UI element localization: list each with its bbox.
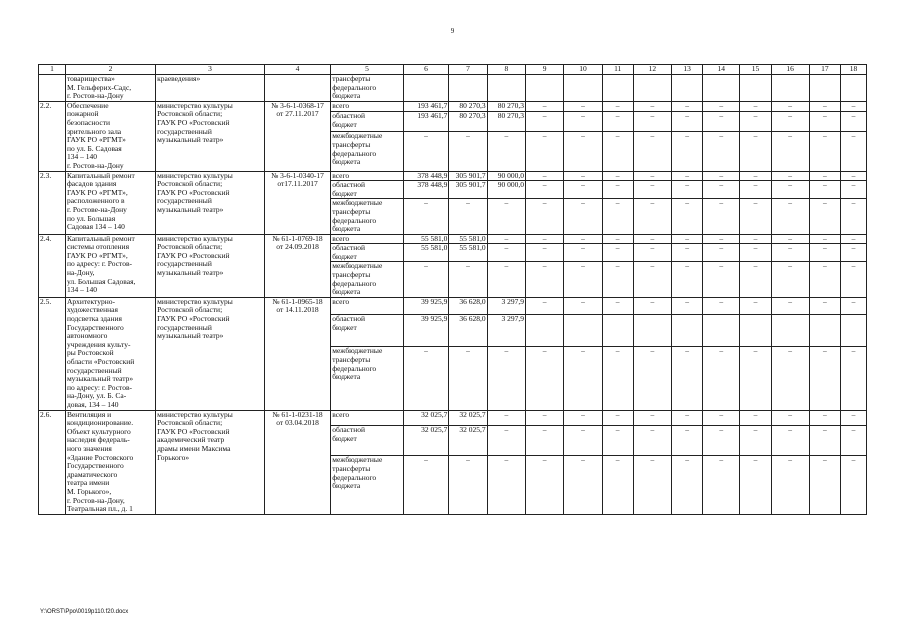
amount-cell: 80 270,3 xyxy=(449,101,487,112)
column-number: 16 xyxy=(771,65,809,75)
amount-cell: – xyxy=(771,234,809,244)
amount-cell: – xyxy=(602,456,633,514)
amount-cell: – xyxy=(672,456,703,514)
amount-cell: – xyxy=(633,101,671,112)
amount-cell: – xyxy=(602,297,633,314)
amount-cell: – xyxy=(809,234,840,244)
funding-source-cell: областной бюджет xyxy=(331,112,404,132)
amount-cell: – xyxy=(602,199,633,234)
amount-cell: – xyxy=(403,347,449,410)
amount-cell: – xyxy=(703,297,740,314)
table-body xyxy=(39,65,867,515)
amount-cell xyxy=(771,314,809,346)
amount-cell: – xyxy=(633,171,671,181)
amount-cell: – xyxy=(672,181,703,199)
object-name-cell: Обеспечение пожарной безопасности зрительного зала ГАУК РО «РГМТ» по ул. Б. Садовая 134 – 140 г. Ростов-на-Дону xyxy=(65,101,155,171)
column-number: 13 xyxy=(672,65,703,75)
amount-cell xyxy=(602,314,633,346)
organization-cell: министерство культуры Ростовской области; ГАУК РО «Ростовский государственный музыкальный театр» xyxy=(156,171,265,234)
amount-cell: 193 461,7 xyxy=(403,101,449,112)
amount-cell: – xyxy=(602,347,633,410)
amount-cell: – xyxy=(703,171,740,181)
amount-cell: – xyxy=(633,234,671,244)
amount-cell: – xyxy=(602,171,633,181)
amount-cell: – xyxy=(771,262,809,297)
amount-cell: – xyxy=(403,262,449,297)
amount-cell: – xyxy=(525,132,563,171)
amount-cell: – xyxy=(602,234,633,244)
amount-cell: 3 297,9 xyxy=(487,297,525,314)
amount-cell: – xyxy=(525,101,563,112)
funding-source-cell: всего xyxy=(331,410,404,426)
object-name-cell: Вентиляция и кондиционирование. Объект культурного наследия федераль- ного значения «Здание Ростовского Государственного драматического театра имени М. Горького», г. Ростов-на-Дону, Театральная пл., д. 1 xyxy=(65,410,155,514)
funding-source-cell: трансферты федерального бюджета xyxy=(331,75,404,102)
funding-source-cell: межбюджетные трансферты федерального бюджета xyxy=(331,347,404,410)
amount-cell: 36 628,0 xyxy=(449,297,487,314)
cell-empty xyxy=(264,75,330,102)
amount-cell: – xyxy=(403,456,449,514)
amount-cell: – xyxy=(525,234,563,244)
amount-cell: – xyxy=(703,199,740,234)
amount-cell: – xyxy=(487,234,525,244)
item-number-cell: 2.6. xyxy=(39,410,66,514)
amount-cell xyxy=(703,314,740,346)
amount-cell: – xyxy=(703,132,740,171)
amount-cell: – xyxy=(449,347,487,410)
amount-cell xyxy=(564,314,602,346)
amount-cell: – xyxy=(525,410,563,426)
page-number: 9 xyxy=(450,27,455,35)
amount-cell: – xyxy=(602,101,633,112)
amount-cell: – xyxy=(403,132,449,171)
amount-cell: – xyxy=(525,171,563,181)
amount-cell: – xyxy=(564,171,602,181)
amount-cell: – xyxy=(771,171,809,181)
amount-cell: – xyxy=(672,262,703,297)
funding-source-cell: межбюджетные трансферты федерального бюджета xyxy=(331,132,404,171)
amount-cell: 305 901,7 xyxy=(449,171,487,181)
amount-cell: – xyxy=(840,347,866,410)
amount-cell: – xyxy=(564,347,602,410)
amount-cell: – xyxy=(703,101,740,112)
funding-source-cell: всего xyxy=(331,297,404,314)
amount-cell xyxy=(809,314,840,346)
amount-cell: – xyxy=(840,112,866,132)
amount-cell: – xyxy=(602,262,633,297)
funding-source-cell: всего xyxy=(331,171,404,181)
amount-cell: – xyxy=(564,199,602,234)
amount-cell: – xyxy=(809,171,840,181)
amount-cell: – xyxy=(740,171,771,181)
amount-cell: – xyxy=(809,456,840,514)
amount-cell: – xyxy=(564,112,602,132)
funding-source-cell: межбюджетные трансферты федерального бюджета xyxy=(331,199,404,234)
amount-cell: 378 448,9 xyxy=(403,171,449,181)
object-name-cell: товарищества» М. Гельферих-Садс, г. Ростов-на-Дону xyxy=(65,75,155,102)
amount-cell: – xyxy=(703,181,740,199)
amount-cell: – xyxy=(840,456,866,514)
amount-cell xyxy=(740,314,771,346)
cell-empty xyxy=(840,75,866,102)
footer-file-path: Y:\ORST\Ppo\0019p110.f20.docx xyxy=(40,609,129,615)
amount-cell: – xyxy=(525,262,563,297)
amount-cell: – xyxy=(487,347,525,410)
amount-cell: – xyxy=(564,244,602,262)
amount-cell: – xyxy=(633,112,671,132)
amount-cell: – xyxy=(564,426,602,456)
amount-cell: 55 581,0 xyxy=(449,244,487,262)
amount-cell: – xyxy=(672,101,703,112)
organization-cell: министерство культуры Ростовской области; ГАУК РО «Ростовский государственный музыкальный театр» xyxy=(156,297,265,410)
amount-cell: – xyxy=(525,244,563,262)
amount-cell: – xyxy=(564,262,602,297)
cell-empty xyxy=(449,75,487,102)
amount-cell: – xyxy=(449,199,487,234)
amount-cell: – xyxy=(487,426,525,456)
amount-cell: 36 628,0 xyxy=(449,314,487,346)
item-number-cell: 2.3. xyxy=(39,171,66,234)
funding-source-cell: областной бюджет xyxy=(331,244,404,262)
amount-cell: – xyxy=(525,426,563,456)
amount-cell: – xyxy=(487,410,525,426)
amount-cell: – xyxy=(703,426,740,456)
funding-source-cell: областной бюджет xyxy=(331,426,404,456)
cell-empty xyxy=(703,75,740,102)
amount-cell: – xyxy=(564,234,602,244)
amount-cell: – xyxy=(740,347,771,410)
amount-cell: – xyxy=(672,426,703,456)
funding-source-cell: областной бюджет xyxy=(331,181,404,199)
amount-cell: – xyxy=(633,181,671,199)
amount-cell: – xyxy=(525,181,563,199)
column-number: 15 xyxy=(740,65,771,75)
amount-cell: – xyxy=(771,199,809,234)
amount-cell: – xyxy=(487,456,525,514)
column-number: 8 xyxy=(487,65,525,75)
column-number: 5 xyxy=(331,65,404,75)
amount-cell: – xyxy=(840,426,866,456)
amount-cell: – xyxy=(672,132,703,171)
column-number: 17 xyxy=(809,65,840,75)
amount-cell: – xyxy=(809,410,840,426)
amount-cell: – xyxy=(809,262,840,297)
amount-cell: – xyxy=(564,101,602,112)
amount-cell: – xyxy=(564,410,602,426)
amount-cell: – xyxy=(525,297,563,314)
column-number: 6 xyxy=(403,65,449,75)
table-row xyxy=(39,171,867,181)
amount-cell: – xyxy=(840,199,866,234)
amount-cell: – xyxy=(633,456,671,514)
amount-cell: – xyxy=(602,426,633,456)
amount-cell: – xyxy=(740,181,771,199)
column-number: 9 xyxy=(525,65,563,75)
amount-cell: – xyxy=(740,112,771,132)
amount-cell: – xyxy=(840,132,866,171)
amount-cell: – xyxy=(771,426,809,456)
amount-cell: – xyxy=(771,181,809,199)
amount-cell: – xyxy=(840,234,866,244)
amount-cell: – xyxy=(703,410,740,426)
document-number-cell: № 61-1-0231-18 от 03.04.2018 xyxy=(264,410,330,514)
amount-cell: – xyxy=(633,426,671,456)
item-number-cell: 2.2. xyxy=(39,101,66,171)
amount-cell: – xyxy=(703,112,740,132)
amount-cell: 32 025,7 xyxy=(403,410,449,426)
cell-empty xyxy=(602,75,633,102)
amount-cell: – xyxy=(449,132,487,171)
amount-cell xyxy=(633,314,671,346)
amount-cell: – xyxy=(809,112,840,132)
organization-cell: министерство культуры Ростовской области; ГАУК РО «Ростовский академический театр драмы имени Максима Горького» xyxy=(156,410,265,514)
amount-cell: 55 581,0 xyxy=(449,234,487,244)
amount-cell: – xyxy=(809,101,840,112)
amount-cell: – xyxy=(740,262,771,297)
amount-cell: – xyxy=(771,297,809,314)
amount-cell: – xyxy=(840,171,866,181)
cell-empty xyxy=(487,75,525,102)
amount-cell: – xyxy=(525,199,563,234)
amount-cell: – xyxy=(771,410,809,426)
funding-source-cell: всего xyxy=(331,234,404,244)
document-number-cell: № 61-1-0769-18 от 24.09.2018 xyxy=(264,234,330,297)
cell-empty xyxy=(633,75,671,102)
cell-empty xyxy=(672,75,703,102)
cell-empty xyxy=(809,75,840,102)
column-number: 7 xyxy=(449,65,487,75)
table-row xyxy=(39,101,867,112)
amount-cell: – xyxy=(633,297,671,314)
amount-cell: – xyxy=(633,410,671,426)
cell-empty xyxy=(525,75,563,102)
amount-cell: – xyxy=(740,410,771,426)
column-number: 14 xyxy=(703,65,740,75)
amount-cell: – xyxy=(564,456,602,514)
funding-source-cell: всего xyxy=(331,101,404,112)
amount-cell: – xyxy=(672,112,703,132)
amount-cell: – xyxy=(487,262,525,297)
amount-cell: 193 461,7 xyxy=(403,112,449,132)
organization-cell: министерство культуры Ростовской области; ГАУК РО «Ростовский государственный музыкальный театр» xyxy=(156,234,265,297)
amount-cell: – xyxy=(672,297,703,314)
amount-cell: – xyxy=(740,297,771,314)
amount-cell: – xyxy=(672,171,703,181)
object-name-cell: Капитальный ремонт фасадов здания ГАУК РО «РГМТ», расположенного в г. Ростове-на-Дону по ул. Большая Садовая 134 – 140 xyxy=(65,171,155,234)
amount-cell: – xyxy=(672,234,703,244)
amount-cell: – xyxy=(703,262,740,297)
amount-cell: – xyxy=(633,262,671,297)
amount-cell: – xyxy=(740,132,771,171)
amount-cell: – xyxy=(809,297,840,314)
amount-cell: 90 000,0 xyxy=(487,171,525,181)
amount-cell: – xyxy=(525,112,563,132)
cell-empty xyxy=(771,75,809,102)
amount-cell: – xyxy=(703,244,740,262)
amount-cell: 32 025,7 xyxy=(449,426,487,456)
amount-cell: – xyxy=(809,347,840,410)
amount-cell: – xyxy=(809,426,840,456)
amount-cell: 80 270,3 xyxy=(487,112,525,132)
amount-cell: – xyxy=(771,456,809,514)
amount-cell: – xyxy=(602,132,633,171)
amount-cell: – xyxy=(602,112,633,132)
amount-cell: – xyxy=(602,244,633,262)
amount-cell: – xyxy=(771,112,809,132)
amount-cell: – xyxy=(840,297,866,314)
column-number: 10 xyxy=(564,65,602,75)
amount-cell: – xyxy=(809,181,840,199)
amount-cell: – xyxy=(633,199,671,234)
amount-cell: – xyxy=(633,347,671,410)
amount-cell: 90 000,0 xyxy=(487,181,525,199)
item-number-cell: 2.5. xyxy=(39,297,66,410)
amount-cell: 3 297,9 xyxy=(487,314,525,346)
column-number-row xyxy=(39,65,867,75)
amount-cell xyxy=(672,314,703,346)
organization-cell: министерство культуры Ростовской области; ГАУК РО «Ростовский государственный музыкальный театр» xyxy=(156,101,265,171)
amount-cell: 32 025,7 xyxy=(449,410,487,426)
amount-cell: – xyxy=(740,426,771,456)
amount-cell: – xyxy=(740,199,771,234)
amount-cell: – xyxy=(840,410,866,426)
amount-cell: 39 925,9 xyxy=(403,297,449,314)
amount-cell: – xyxy=(525,456,563,514)
amount-cell: – xyxy=(809,199,840,234)
amount-cell: – xyxy=(487,199,525,234)
document-number-cell: № 3-6-1-0340-17 от17.11.2017 xyxy=(264,171,330,234)
amount-cell: 80 270,3 xyxy=(487,101,525,112)
funding-source-cell: межбюджетные трансферты федерального бюджета xyxy=(331,456,404,514)
amount-cell: – xyxy=(633,132,671,171)
document-number-cell: № 3-6-1-0368-17 от 27.11.2017 xyxy=(264,101,330,171)
amount-cell: – xyxy=(840,262,866,297)
amount-cell: – xyxy=(487,244,525,262)
amount-cell: – xyxy=(771,244,809,262)
object-name-cell: Архитектурно- художественная подсветка здания Государственного автономного учреждения культу- ры Ростовской области «Ростовский государственный музыкальный театр» по адресу: г. Ростов- на-Дону, ул. Б. Са- довая, 134 – 140 xyxy=(65,297,155,410)
amount-cell: – xyxy=(672,199,703,234)
column-number: 11 xyxy=(602,65,633,75)
column-number: 3 xyxy=(156,65,265,75)
amount-cell: – xyxy=(840,244,866,262)
cell-empty xyxy=(39,75,66,102)
amount-cell xyxy=(525,314,563,346)
amount-cell: – xyxy=(703,234,740,244)
amount-cell: – xyxy=(449,456,487,514)
table-row xyxy=(39,297,867,314)
amount-cell: 55 581,0 xyxy=(403,244,449,262)
budget-table xyxy=(38,64,867,515)
amount-cell: – xyxy=(809,132,840,171)
amount-cell: – xyxy=(740,234,771,244)
table-row xyxy=(39,410,867,426)
amount-cell: – xyxy=(564,297,602,314)
amount-cell: 80 270,3 xyxy=(449,112,487,132)
amount-cell: – xyxy=(840,181,866,199)
amount-cell: – xyxy=(771,347,809,410)
item-number-cell: 2.4. xyxy=(39,234,66,297)
amount-cell: – xyxy=(703,456,740,514)
column-number: 4 xyxy=(264,65,330,75)
cell-empty xyxy=(564,75,602,102)
amount-cell: 55 581,0 xyxy=(403,234,449,244)
continuation-row xyxy=(39,75,867,102)
column-number: 12 xyxy=(633,65,671,75)
amount-cell: – xyxy=(449,262,487,297)
table-row xyxy=(39,234,867,244)
cell-empty xyxy=(740,75,771,102)
amount-cell: – xyxy=(740,244,771,262)
amount-cell: – xyxy=(809,244,840,262)
amount-cell: – xyxy=(703,347,740,410)
amount-cell: – xyxy=(672,244,703,262)
amount-cell: – xyxy=(771,132,809,171)
column-number: 2 xyxy=(65,65,155,75)
funding-source-cell: межбюджетные трансферты федерального бюджета xyxy=(331,262,404,297)
amount-cell: – xyxy=(403,199,449,234)
column-number: 1 xyxy=(39,65,66,75)
object-name-cell: Капитальный ремонт системы отопления ГАУК РО «РГМТ», по адресу: г. Ростов- на-Дону, ул. Большая Садовая, 134 – 140 xyxy=(65,234,155,297)
amount-cell: – xyxy=(840,101,866,112)
amount-cell: – xyxy=(602,410,633,426)
amount-cell: – xyxy=(740,101,771,112)
cell-empty xyxy=(403,75,449,102)
amount-cell: – xyxy=(740,456,771,514)
amount-cell: – xyxy=(602,181,633,199)
amount-cell: – xyxy=(525,347,563,410)
amount-cell: – xyxy=(564,132,602,171)
document-number-cell: № 61-1-0965-18 от 14.11.2018 xyxy=(264,297,330,410)
amount-cell: – xyxy=(672,410,703,426)
amount-cell: – xyxy=(564,181,602,199)
amount-cell: – xyxy=(672,347,703,410)
amount-cell: 378 448,9 xyxy=(403,181,449,199)
organization-cell: краеведения» xyxy=(156,75,265,102)
amount-cell: 305 901,7 xyxy=(449,181,487,199)
amount-cell: – xyxy=(487,132,525,171)
amount-cell: 32 025,7 xyxy=(403,426,449,456)
amount-cell xyxy=(840,314,866,346)
amount-cell: 39 925,9 xyxy=(403,314,449,346)
amount-cell: – xyxy=(771,101,809,112)
amount-cell: – xyxy=(633,244,671,262)
funding-source-cell: областной бюджет xyxy=(331,314,404,346)
column-number: 18 xyxy=(840,65,866,75)
